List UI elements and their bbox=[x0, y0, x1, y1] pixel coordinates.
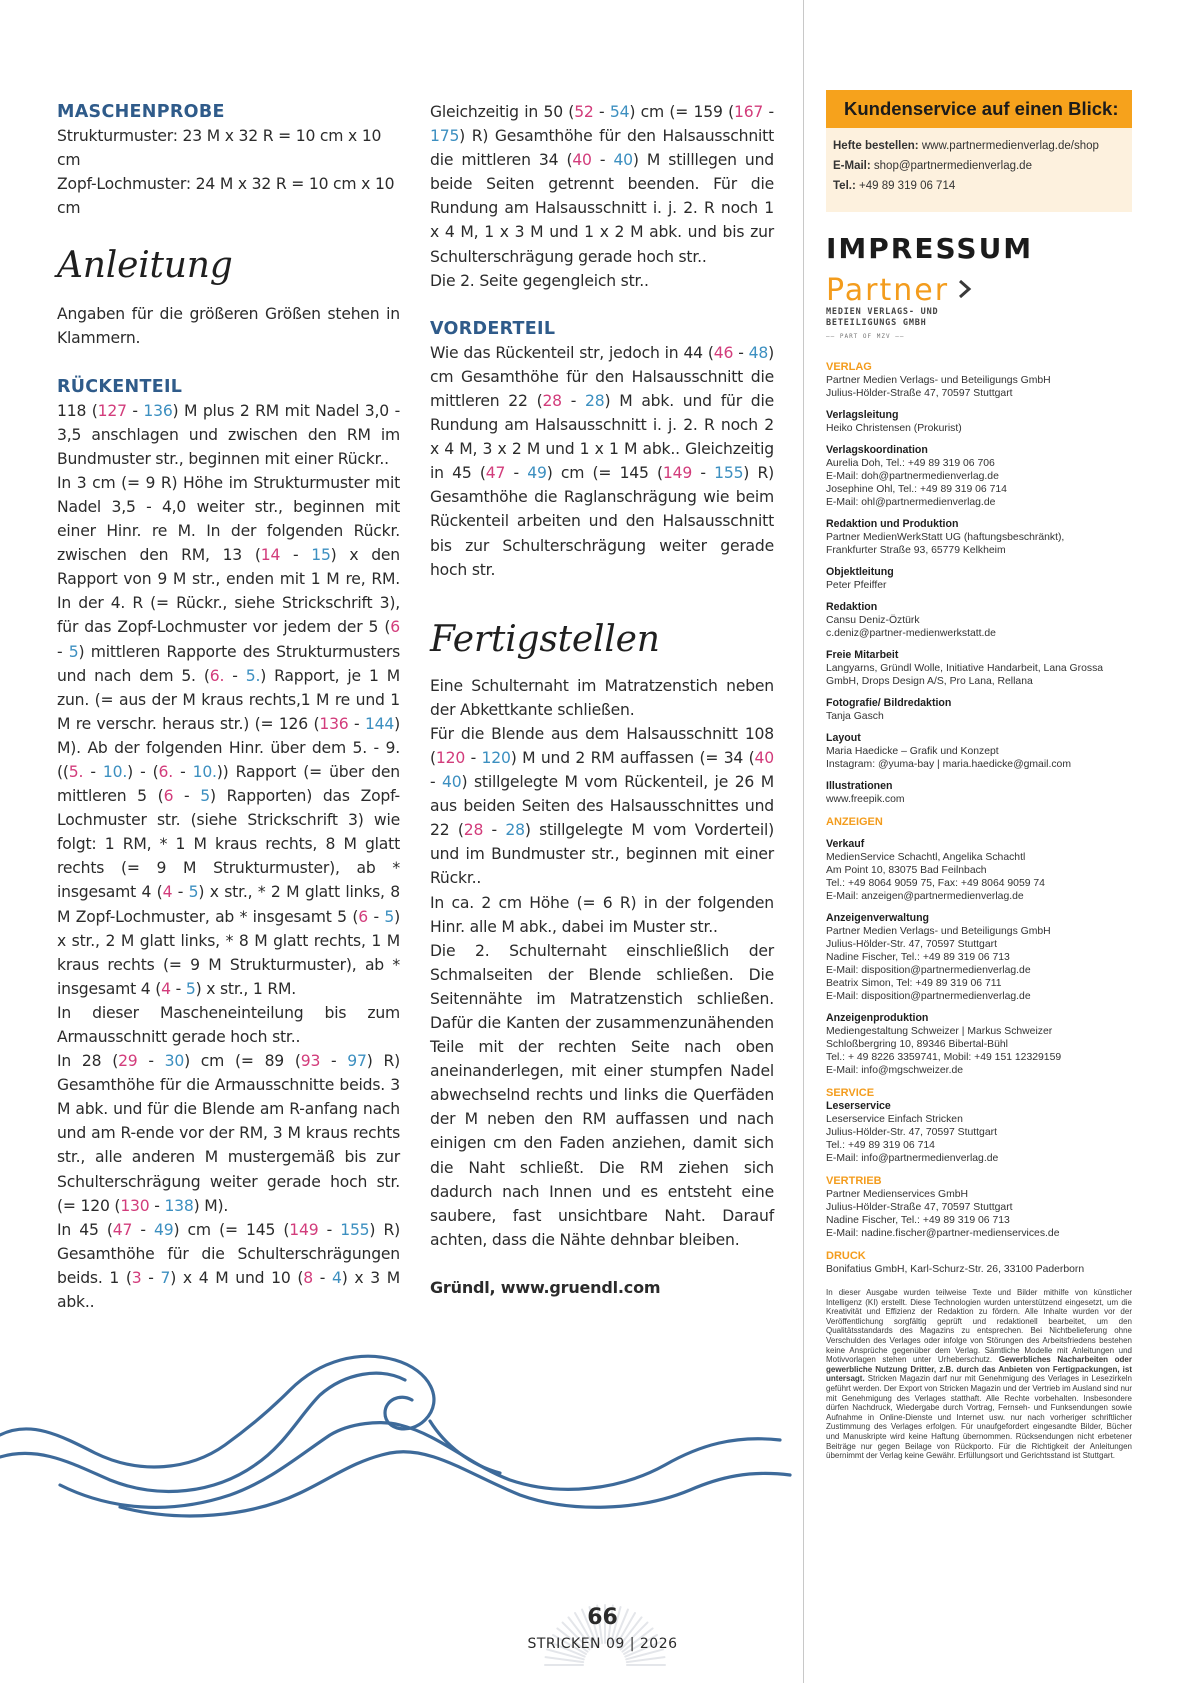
size-value: 127 bbox=[97, 401, 127, 420]
magazine-issue: STRICKEN 09 | 2026 bbox=[527, 1636, 678, 1652]
imp-block bbox=[826, 838, 1132, 903]
size-value: 6. bbox=[158, 762, 173, 781]
size-value: 15 bbox=[311, 546, 331, 565]
text-segment: ) x 4 M und 10 ( bbox=[170, 1268, 304, 1287]
size-value: 155 bbox=[714, 464, 744, 483]
rueckenteil-paragraph bbox=[57, 1218, 400, 1314]
text-segment: ) x den Rapport von 9 M str., enden mit 1 M re, RM. In der 4. R (= Rückr., siehe Strickschrift 3), für das Zopf-Lochmuster vor jedem der 5 ( bbox=[57, 546, 400, 637]
size-value: 40 bbox=[572, 151, 592, 170]
text-segment: ) M). Ab der folgenden Hinr. über dem 5. - 9. (( bbox=[57, 714, 400, 781]
size-value: 6 bbox=[358, 907, 368, 926]
size-value: 5 bbox=[384, 907, 395, 926]
text-segment: ) R) Gesamthöhe für den Halsausschnitt die mittleren 34 ( bbox=[430, 127, 774, 170]
text-segment: - bbox=[561, 391, 586, 410]
imp-label: Anzeigenproduktion bbox=[826, 1012, 929, 1024]
text-segment: ) cm Gesamthöhe für den Halsausschnitt die mittleren 22 ( bbox=[430, 343, 774, 410]
text-segment: - bbox=[83, 762, 103, 781]
size-value: 167 bbox=[733, 103, 764, 121]
imp-block bbox=[826, 732, 1132, 771]
imp-block bbox=[826, 1100, 1132, 1165]
size-value: 130 bbox=[120, 1196, 150, 1215]
imp-text: Partner Medienservices GmbH Julius-Hölder-Straße 47, 70597 Stuttgart Nadine Fischer, Tel.: +49 89 319 06 713 E-Mail: nadine.fischer@partner-medienservices.de bbox=[826, 1189, 1060, 1239]
size-value: 5. bbox=[245, 666, 261, 685]
text-segment: ) cm (= 145 ( bbox=[546, 464, 663, 483]
size-value: 6 bbox=[163, 787, 174, 806]
text-segment: ) M und 2 RM auffassen (= 34 ( bbox=[510, 748, 755, 767]
text-segment: - bbox=[170, 979, 186, 998]
fertigstellen-paragraph: Eine Schulternaht im Matratzenstich neben der Abkettkante schließen. bbox=[430, 676, 774, 719]
imp-text: Partner Medien Verlags- und Beteiligungs GmbH Julius-Hölder-Straße 47, 70597 Stuttgart bbox=[826, 375, 1051, 399]
size-value: 28 bbox=[463, 821, 484, 840]
imp-block bbox=[826, 1263, 1132, 1276]
size-value: 40 bbox=[754, 748, 774, 767]
disclaimer-bold-text: Gewerbliches Nacharbeiten oder gewerbliche Nutzung Dritter, z.B. durch das Anbieten von Fertigpackungen, ist untersagt. bbox=[826, 1355, 1132, 1384]
line-label: Hefte bestellen: bbox=[833, 140, 919, 152]
text-segment: ) Rapport, je 1 M zun. (= aus der M kraus rechts,1 M re und 1 M re verschr. heraus str.) (= 126 ( bbox=[57, 666, 400, 733]
text-segment: ) M). bbox=[193, 1196, 229, 1215]
text-segment: - bbox=[280, 546, 312, 565]
customer-service-line bbox=[826, 136, 1132, 156]
impressum-sidebar bbox=[826, 90, 1132, 1461]
size-value: 138 bbox=[164, 1196, 194, 1215]
text-segment: Wie das Rückenteil str, jedoch in 44 ( bbox=[430, 343, 714, 362]
vorderteil-heading: VORDERTEIL bbox=[430, 318, 556, 339]
size-value: 47 bbox=[112, 1220, 133, 1239]
column-divider bbox=[803, 0, 804, 1683]
customer-service-line bbox=[826, 176, 1132, 196]
imp-text: Cansu Deniz-Öztürk c.deniz@partner-medienwerkstatt.de bbox=[826, 615, 996, 639]
design-credit: Gründl, www.gruendl.com bbox=[430, 1277, 661, 1297]
text-segment: ) M stilllegen und beide Seiten getrennt beenden. Für die Rundung am Halsausschnitt i. j. 2. R noch 1 x 4 M, 1 x 3 M und 1 x 2 M abk. und bis zur Schulterschrägung gerade hoch str.. bbox=[430, 151, 774, 266]
text-segment: - bbox=[483, 821, 506, 840]
text-segment: - bbox=[505, 464, 528, 483]
fertigstellen-paragraph: Die 2. Schulternaht einschließlich der Schmalseiten der Blende schließen. Die Seitennähte im Matratzenstich schließen. Dafür die Kanten der zusammenzunähenden Teile mit der rechten Seite nach oben aneinanderlegen, mit einer stumpfen Nadel abwechselnd rechts und links die Querfäden der M neben den RM auffassen und nach einigen cm den Faden anziehen, damit sich die Naht schließt. Die RM ziehen sich dadurch nach Innen und es entsteht eine saubere, fast unsichtbare Naht. Darauf achten, dass die Nähte dehnbar bleiben. bbox=[430, 941, 774, 1249]
text-segment: - bbox=[593, 103, 610, 121]
text-segment: ) stillgelegte M vom Vorderteil) und im Bundmuster str., beginnen mit einer Rückr.. bbox=[430, 821, 774, 888]
size-value: 120 bbox=[481, 748, 511, 767]
size-value: 29 bbox=[118, 1052, 138, 1071]
imp-label: Verkauf bbox=[826, 838, 865, 850]
rueckenteil-paragraph bbox=[57, 471, 400, 1001]
rueckenteil-paragraph bbox=[57, 399, 400, 471]
size-value: 10. bbox=[102, 762, 128, 781]
text-segment: - bbox=[733, 343, 749, 362]
text-segment: - bbox=[172, 883, 189, 902]
size-value: 5. bbox=[68, 762, 84, 781]
size-value: 97 bbox=[347, 1052, 367, 1071]
text-segment: ) R) Gesamthöhe für die Armausschnitte beids. 3 M abk. und für die Blende am R-anfang nach und am R-ende vor der RM, 3 M kraus rechts str., alle anderen M mustergemäß bis zur Schulterschrägung weiter gerade hoch str. (= 120 ( bbox=[57, 1052, 400, 1215]
imp-label: Illustrationen bbox=[826, 780, 893, 792]
vorderteil-paragraph bbox=[430, 341, 774, 582]
imp-block bbox=[826, 409, 1132, 435]
size-value: 6 bbox=[390, 618, 400, 637]
text-segment: - bbox=[137, 1052, 165, 1071]
imp-block bbox=[826, 1188, 1132, 1240]
text-segment: - bbox=[57, 642, 69, 661]
size-value: 48 bbox=[748, 343, 769, 362]
size-value: 8 bbox=[303, 1268, 313, 1287]
imp-text: Mediengestaltung Schweizer | Markus Schweizer Schloßbergring 10, 89346 Bibertal-Bühl Tel.: + 49 8226 3359741, Mobil: +49 151 12329159 E-Mail: info@mgschweizer.de bbox=[826, 1026, 1062, 1076]
imp-block bbox=[826, 912, 1132, 1003]
customer-service-box bbox=[826, 90, 1132, 212]
text-segment: ) M abk. und für die Rundung am Halsausschnitt i. j. 2. R noch 2 x 4 M, 3 x 2 M und 1 x 1 M abk.. Gleichzeitig in 45 ( bbox=[430, 391, 774, 483]
imp-label: Redaktion bbox=[826, 601, 878, 613]
wave-illustration bbox=[0, 1325, 800, 1525]
halsausschnitt-paragraph bbox=[430, 100, 774, 269]
text-segment: ) R) Gesamthöhe die Raglanschrägung wie beim Rückenteil arbeiten und den Halsausschnitt bis zur Schulterschrägung weiter gerade hoch str. bbox=[430, 464, 774, 579]
imp-label: Verlagskoordination bbox=[826, 444, 928, 456]
line-value: www.partnermedienverlag.de/shop bbox=[918, 140, 1099, 152]
disclaimer-text: Stricken Magazin darf nur mit Genehmigung des Verlages in Lesezirkeln geführt werden. Der Export von Stricken Magazin und der Vertrieb im Ausland sind nur mit Genehmigung des Verlages statthaft. Alle Rechte vorbehalten. Insbesondere dürfen Nachdruck, Wiedergabe durch Vortrag, Fernseh- und Funksendungen sowie Aufnahme in Online-Dienste und Internet usw. nur nach vorheriger schriftlicher Zustimmung des Verlages erfolgen. Für unaufgefordert eingesandte Bilder, Bücher und Manuskripte wird keine Haftung übernommen. Rücksendungen nicht erbetener Beiträge nur gegen Beilage von Rückporto. Für die Richtigkeit der Anleitungen übernimmt der Verlag keine Gewähr. Erfüllungsort und Gerichtsstand ist Stuttgart. bbox=[826, 1374, 1132, 1461]
text-segment: ) x str., 2 M glatt links, * 8 M glatt rechts, 1 M kraus rechts (= 9 M Strukturmuster), ab * insgesamt 4 ( bbox=[57, 907, 400, 998]
logo-subtitle-line: BETEILIGUNGS GMBH bbox=[826, 318, 927, 328]
size-value: 136 bbox=[319, 714, 349, 733]
imp-text: Peter Pfeiffer bbox=[826, 580, 887, 591]
imp-block bbox=[826, 1012, 1132, 1077]
size-value: 144 bbox=[364, 714, 395, 733]
imp-block bbox=[826, 601, 1132, 640]
rueckenteil-paragraph bbox=[57, 1049, 400, 1218]
text-segment: ) mittleren Rapporte des Strukturmusters und nach dem 5. ( bbox=[57, 642, 400, 685]
chevron-right-icon bbox=[958, 279, 972, 299]
line-label: Tel.: bbox=[833, 180, 856, 192]
size-value: 4 bbox=[162, 883, 173, 902]
maschenprobe-line: Zopf-Lochmuster: 24 M x 32 R = 10 cm x 10 cm bbox=[57, 175, 395, 218]
text-segment: - bbox=[367, 907, 385, 926]
impressum-title: IMPRESSUM bbox=[826, 232, 1034, 265]
fertigstellen-paragraph bbox=[430, 722, 774, 891]
text-segment: - bbox=[320, 1052, 348, 1071]
size-value: 46 bbox=[713, 343, 734, 362]
page-number: 66 bbox=[587, 1605, 618, 1630]
impressum-blocks bbox=[826, 409, 1132, 806]
size-value: 40 bbox=[613, 151, 633, 170]
imp-label: Fotografie/ Bildredaktion bbox=[826, 697, 952, 709]
size-value: 5 bbox=[200, 787, 210, 806]
text-segment: - bbox=[224, 666, 246, 685]
imp-label: Verlagsleitung bbox=[826, 409, 899, 421]
imp-text: Aurelia Doh, Tel.: +49 89 319 06 706 E-Mail: doh@partnermedienverlag.de Josephine Ohl, Tel.: +49 89 319 06 714 E-Mail: ohl@partnermedienverlag.de bbox=[826, 458, 1007, 508]
size-value: 93 bbox=[300, 1052, 321, 1071]
rueckenteil-heading: RÜCKENTEIL bbox=[57, 376, 183, 397]
text-segment: ) cm (= 89 ( bbox=[184, 1052, 301, 1071]
text-segment: )) Rapport (= über den mittleren 5 ( bbox=[57, 762, 400, 806]
text-segment: - bbox=[692, 464, 715, 483]
size-value: 149 bbox=[289, 1220, 319, 1239]
imp-label: Objektleitung bbox=[826, 566, 894, 578]
size-value: 120 bbox=[435, 748, 466, 767]
disclaimer-text: In dieser Ausgabe wurden teilweise Texte und Bilder mithilfe von künstlicher Intelligenz (KI) erstellt. Diese Technologien wurden unterstützend eingesetzt, um die Kreativität und Effizienz der Redaktion zu fördern. Alle Inhalte wurden vor der Veröffentlichung sorgfältig geprüft und redaktionell bearbeitet, um den Qualitätsstandards des Magazins zu entsprechen. Bei Nichtbelieferung ohne Verschulden des Verlages oder infolge von Störungen des Arbeitsfriedens bestehen keine Ansprüche gegenüber dem Verlag. Sämtliche Modelle mit Anleitungen und Motivvorlagen stehen unter Urheberschutz. bbox=[826, 1288, 1132, 1365]
text-segment: In 28 ( bbox=[57, 1052, 119, 1071]
imp-block bbox=[826, 444, 1132, 509]
text-segment: - bbox=[348, 714, 365, 733]
fertigstellen-heading: Fertigstellen bbox=[430, 618, 660, 660]
logo-tagline: —— PART OF MZV —— bbox=[826, 333, 905, 340]
size-value: 175 bbox=[430, 127, 460, 146]
text-segment: ) cm (= 159 ( bbox=[629, 103, 734, 121]
section-heading-druck: DRUCK bbox=[826, 1250, 866, 1262]
imp-block bbox=[826, 649, 1132, 688]
imp-block bbox=[826, 518, 1132, 557]
text-segment: Gleichzeitig in 50 ( bbox=[430, 103, 575, 121]
text-segment: ) R) Gesamthöhe für die Schulterschrägungen beids. 1 ( bbox=[57, 1220, 400, 1287]
size-value: 5 bbox=[68, 642, 79, 661]
imp-text: MedienService Schachtl, Angelika Schachtl Am Point 10, 83075 Bad Feilnbach Tel.: +49 8064 9059 75, Fax: +49 8064 9059 74 E-Mail: anzeigen@partnermedienverlag.de bbox=[826, 852, 1045, 902]
imp-label: Freie Mitarbeit bbox=[826, 649, 899, 661]
size-value: 52 bbox=[574, 103, 594, 121]
imp-label: Leserservice bbox=[826, 1100, 891, 1112]
maschenprobe-heading: MASCHENPROBE bbox=[57, 102, 225, 122]
text-segment: - bbox=[149, 1196, 165, 1215]
size-value: 14 bbox=[260, 546, 281, 565]
maschenprobe-line: Strukturmuster: 23 M x 32 R = 10 cm x 10 cm bbox=[57, 127, 382, 170]
partner-logo bbox=[826, 275, 1132, 347]
imp-text: www.freepik.com bbox=[826, 794, 905, 805]
imp-block bbox=[826, 780, 1132, 806]
text-segment: - bbox=[312, 1268, 332, 1287]
imp-text: Heiko Christensen (Prokurist) bbox=[826, 423, 962, 434]
size-value: 54 bbox=[609, 103, 630, 121]
line-value: shop@partnermedienverlag.de bbox=[870, 160, 1032, 172]
imp-text: Tanja Gasch bbox=[826, 711, 884, 722]
text-segment: - bbox=[465, 748, 482, 767]
size-value: 28 bbox=[585, 391, 605, 410]
text-segment: 118 ( bbox=[57, 401, 98, 420]
logo-tagline-text: PART OF MZV bbox=[839, 333, 891, 340]
imp-text: Partner Medien Verlags- und Beteiligungs GmbH Julius-Hölder-Str. 47, 70597 Stuttgart Nadine Fischer, Tel.: +49 89 319 06 713 E-Mail: disposition@partnermedienverlag.de Beatrix Simon, Tel: +49 89 319 06 711 E-Mail: disposition@partnermedienverlag.de bbox=[826, 926, 1051, 1002]
text-segment: - bbox=[763, 103, 774, 121]
imp-block bbox=[826, 697, 1132, 723]
size-value: 4 bbox=[161, 979, 171, 998]
text-segment: ) - ( bbox=[127, 762, 159, 781]
text-segment: - bbox=[172, 762, 193, 781]
size-value: 40 bbox=[442, 773, 462, 792]
text-segment: - bbox=[430, 773, 443, 792]
customer-service-lines bbox=[826, 128, 1132, 196]
size-value: 5 bbox=[185, 979, 196, 998]
section-heading-service: SERVICE bbox=[826, 1087, 875, 1099]
anleitung-heading: Anleitung bbox=[57, 245, 233, 287]
legal-disclaimer bbox=[826, 1288, 1132, 1461]
text-segment: - bbox=[318, 1220, 341, 1239]
size-value: 149 bbox=[662, 464, 693, 483]
text-segment: ) cm (= 145 ( bbox=[173, 1220, 290, 1239]
section-heading-anzeigen: ANZEIGEN bbox=[826, 816, 883, 828]
instruction-column-right bbox=[430, 100, 774, 1300]
logo-wordmark: Partner bbox=[826, 273, 950, 308]
size-value: 155 bbox=[340, 1220, 370, 1239]
text-segment: ) x str., * 2 M glatt links, 8 M Zopf-Lochmuster, ab * insgesamt 5 ( bbox=[57, 883, 400, 926]
text-segment: In 45 ( bbox=[57, 1220, 113, 1239]
halsausschnitt-paragraph: Die 2. Seite gegengleich str.. bbox=[430, 271, 649, 290]
text-segment: ) stillgelegte M vom Rückenteil, je 26 M aus beiden Seiten des Halsausschnittes und 22 ( bbox=[430, 773, 774, 840]
size-value: 5 bbox=[188, 883, 199, 902]
imp-text: Langyarns, Gründl Wolle, Initiative Handarbeit, Lana Grossa GmbH, Drops Design A/S, Pro Lana, Rellana bbox=[826, 663, 1104, 687]
imp-block bbox=[826, 566, 1132, 592]
size-value: 49 bbox=[154, 1220, 174, 1239]
rueckenteil-paragraph: In dieser Mascheneinteilung bis zum Armausschnitt gerade hoch str.. bbox=[57, 1003, 400, 1046]
imp-label: Layout bbox=[826, 732, 861, 744]
line-value: +49 89 319 06 714 bbox=[855, 180, 956, 192]
size-value: 47 bbox=[485, 464, 506, 483]
size-value: 30 bbox=[164, 1052, 185, 1071]
imp-text: Leserservice Einfach Stricken Julius-Hölder-Str. 47, 70597 Stuttgart Tel.: +49 89 319 06 714 E-Mail: info@partnermedienverlag.de bbox=[826, 1114, 999, 1164]
line-label: E-Mail: bbox=[833, 160, 871, 172]
section-heading-verlag: VERLAG bbox=[826, 361, 872, 373]
customer-service-title: Kundenservice auf einen Blick: bbox=[826, 90, 1132, 128]
section-heading-vertrieb: VERTRIEB bbox=[826, 1175, 882, 1187]
size-value: 4 bbox=[331, 1268, 342, 1287]
text-segment: - bbox=[591, 151, 614, 170]
text-segment: ) M plus 2 RM mit Nadel 3,0 - 3,5 anschlagen und zwischen den RM im Bundmuster str., beginnen mit einer Rückr.. bbox=[57, 401, 400, 468]
text-segment: - bbox=[132, 1220, 155, 1239]
text-segment: ) x str., 1 RM. bbox=[195, 979, 296, 998]
text-segment: ) x 3 M abk.. bbox=[57, 1268, 400, 1312]
text-segment: - bbox=[141, 1268, 161, 1287]
size-value: 7 bbox=[160, 1268, 171, 1287]
imp-block bbox=[826, 374, 1132, 400]
text-segment: Für die Blende aus dem Halsausschnitt 108 ( bbox=[430, 724, 774, 767]
size-value: 28 bbox=[542, 391, 562, 410]
size-value: 6. bbox=[209, 666, 225, 685]
imp-label: Redaktion und Produktion bbox=[826, 518, 959, 530]
instruction-column-left bbox=[57, 100, 400, 1314]
fertigstellen-paragraph: In ca. 2 cm Höhe (= 6 R) in der folgenden Hinr. alle M abk., dabei im Muster str.. bbox=[430, 893, 774, 936]
text-segment: - bbox=[126, 401, 144, 420]
imp-text: Partner MedienWerkStatt UG (haftungsbeschränkt), Frankfurter Straße 93, 65779 Kelkheim bbox=[826, 532, 1065, 556]
size-value: 28 bbox=[505, 821, 525, 840]
logo-subtitle-line: MEDIEN VERLAGS- UND bbox=[826, 307, 939, 317]
imp-text: Maria Haedicke – Grafik und Konzept Instagram: @yuma-bay | maria.haedicke@gmail.com bbox=[826, 746, 1071, 770]
size-value: 136 bbox=[143, 401, 173, 420]
text-segment: ) Rapporten) das Zopf-Lochmuster str. (siehe Strickschrift 3) wie folgt: 1 RM, * 1 M kraus rechts, 8 M glatt rechts (= 9 M Strukturmuster), ab * insgesamt 4 ( bbox=[57, 787, 400, 902]
text-segment: In 3 cm (= 9 R) Höhe im Strukturmuster mit Nadel 3,5 - 4,0 weiter str., beginnen mit einer Hinr. re M. In der folgenden Rückr. zwischen den RM, 13 ( bbox=[57, 473, 400, 565]
impressum-blocks bbox=[826, 838, 1132, 1077]
imp-text: Bonifatius GmbH, Karl-Schurz-Str. 26, 33100 Paderborn bbox=[826, 1264, 1085, 1275]
customer-service-line bbox=[826, 156, 1132, 176]
size-value: 49 bbox=[527, 464, 547, 483]
anleitung-text: Angaben für die größeren Größen stehen in Klammern. bbox=[57, 305, 400, 348]
imp-label: Anzeigenverwaltung bbox=[826, 912, 930, 924]
size-value: 10. bbox=[192, 762, 217, 781]
size-value: 3 bbox=[131, 1268, 142, 1287]
text-segment: - bbox=[173, 787, 201, 806]
logo-subtitle bbox=[826, 307, 1132, 329]
